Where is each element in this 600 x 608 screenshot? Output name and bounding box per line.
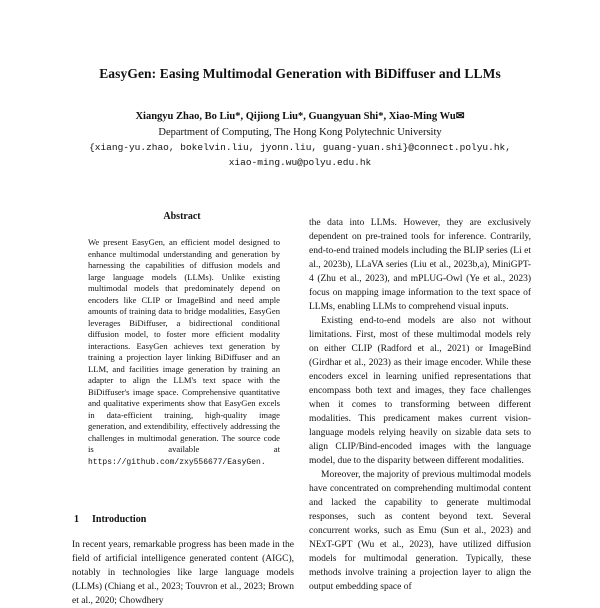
section-title: Introduction	[92, 514, 147, 525]
right-paragraph-3: Moreover, the majority of previous multimodal models have concentrated on comprehending multimodal content and lacked the capability to generate multimodal responses, such as content beyond text. Several concurrent works, such as Emu (Sun et al., 2023) and NExT-GPT (Wu et al., 2023), have utilized diffusion models for multimodal generation. Typically, these methods involve training a projection layer to align the output embedding space of	[309, 470, 531, 592]
right-column	[309, 216, 531, 594]
right-paragraph-1: the data into LLMs. However, they are exclusively dependent on pre-trained tools for inference. Contrarily, end-to-end trained models including the BLIP series (Li et al., 2023b), LLaVA series (Liu et al., 2023b,a), MiniGPT-4 (Zhu et al., 2023), and mPLUG-Owl (Ye et al., 2023) focus on mapping image information to the text space of LLMs, enabling LLMs to comprehend visual inputs.	[309, 218, 531, 312]
paper-title: EasyGen: Easing Multimodal Generation with BiDiffuser and LLMs	[99, 66, 501, 81]
abstract-text: We present EasyGen, an efficient model designed to enhance multimodal understanding and generation by harnessing the capabilities of diffusion models and large language models (LLMs). Unlike existing multimodal models that predominately depend on encoders like CLIP or ImageBind and need ample amounts of training data to bridge modalities, EasyGen leverages BiDiffuser, a bidirectional conditional diffusion model, to foster more efficient modality interactions. EasyGen achieves text generation by training a projection layer linking BiDiffuser and an LLM, and facilities image generation by training an adapter to align the LLM's text space with the BiDiffuser's image space. Comprehensive quantitative and qualitative experiments show that EasyGen excels in data-efficient training, high-quality image generation, and extendibility, effectively addressing the challenges in multimodal generation. The source code is available at	[88, 237, 280, 454]
email-line-1: {xiang-yu.zhao, bokelvin.liu, jyonn.liu, guang-yuan.shi}@connect.polyu.hk,	[89, 142, 511, 153]
abstract-body	[88, 237, 280, 468]
abstract-heading: Abstract	[163, 211, 201, 222]
email-line-2: xiao-ming.wu@polyu.edu.hk	[228, 157, 372, 168]
intro-paragraph: In recent years, remarkable progress has been made in the field of artificial intelligence generated content (AIGC), notably in technologies like large language models (LLMs) (Chiang et al., 2023; Touvron et al., 2023; Brown et al., 2020; Chowdhery	[72, 540, 294, 606]
author-list: Xiangyu Zhao, Bo Liu*, Qijiong Liu*, Guangyuan Shi*, Xiao-Ming Wu✉	[135, 111, 465, 122]
section-heading	[74, 514, 146, 525]
code-link[interactable]: https://github.com/zxy556677/EasyGen.	[88, 457, 266, 467]
affiliation: Department of Computing, The Hong Kong Polytechnic University	[158, 127, 442, 138]
affiliation-block	[0, 125, 600, 170]
right-paragraph-2: Existing end-to-end models are also not without limitations. First, most of these multimodal models rely on either CLIP (Radford et al., 2021) or ImageBind (Girdhar et al., 2023) as their image encoder. While these encoders excel in learning unified representations that encompass both text and images, they face challenges when it comes to transforming between different modalities. This predicament makes current vision-language models relying heavily on sizable data sets to align CLIP/Bind-encoded images with the language model, due to the disparity between different modalities.	[309, 316, 531, 466]
section-number: 1	[74, 514, 79, 525]
